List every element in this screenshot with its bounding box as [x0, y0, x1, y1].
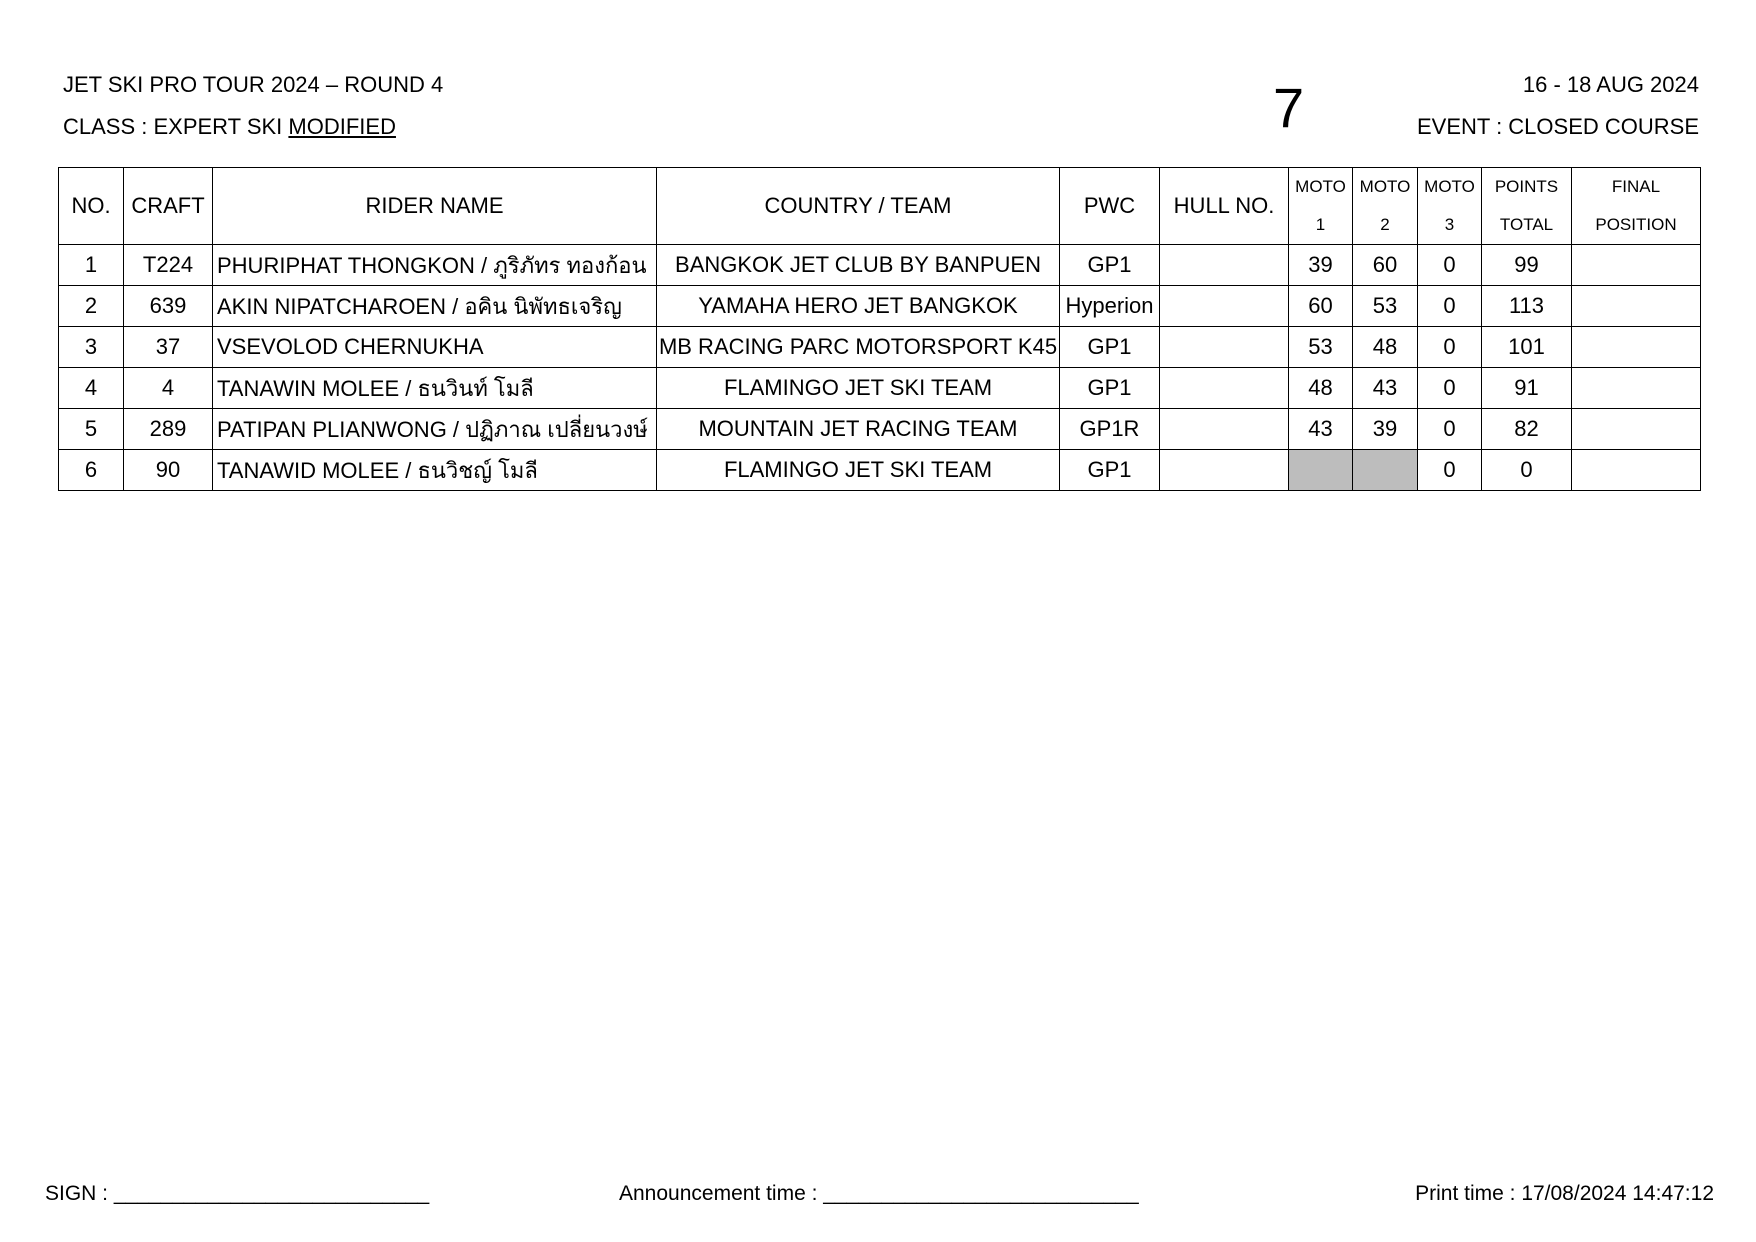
header-row — [59, 168, 1701, 245]
cell-team: MB RACING PARC MOTORSPORT K45 — [657, 327, 1060, 368]
cell-no: 5 — [59, 409, 124, 450]
cell-final — [1572, 450, 1701, 491]
cell-pwc: Hyperion — [1060, 286, 1160, 327]
cell-moto3: 0 — [1418, 368, 1482, 409]
event-title: JET SKI PRO TOUR 2024 – ROUND 4 — [63, 72, 444, 97]
cell-pwc: GP1 — [1060, 327, 1160, 368]
cell-moto3: 0 — [1418, 245, 1482, 286]
header-moto1: MOTO 1 — [1289, 168, 1353, 245]
cell-moto3: 0 — [1418, 409, 1482, 450]
cell-final — [1572, 245, 1701, 286]
cell-hull — [1160, 450, 1289, 491]
cell-moto1: 39 — [1289, 245, 1353, 286]
cell-moto3: 0 — [1418, 327, 1482, 368]
cell-rider: TANAWID MOLEE / ธนวิชญ์ โมลี — [213, 450, 657, 491]
cell-total: 0 — [1482, 450, 1572, 491]
header-moto2: MOTO 2 — [1353, 168, 1418, 245]
cell-moto1: 60 — [1289, 286, 1353, 327]
table-row — [59, 286, 1701, 327]
cell-team: MOUNTAIN JET RACING TEAM — [657, 409, 1060, 450]
cell-no: 2 — [59, 286, 124, 327]
cell-craft: 90 — [124, 450, 213, 491]
event-type: EVENT : CLOSED COURSE — [1417, 114, 1699, 139]
results-table — [58, 167, 1701, 491]
table-row — [59, 450, 1701, 491]
cell-rider: AKIN NIPATCHAROEN / อคิน นิพัทธเจริญ — [213, 286, 657, 327]
cell-hull — [1160, 327, 1289, 368]
cell-total: 101 — [1482, 327, 1572, 368]
header-pwc: PWC — [1060, 168, 1160, 245]
table-row — [59, 409, 1701, 450]
cell-craft: T224 — [124, 245, 213, 286]
class-line — [63, 114, 396, 140]
event-date: 16 - 18 AUG 2024 — [1522, 72, 1699, 97]
cell-team: FLAMINGO JET SKI TEAM — [657, 368, 1060, 409]
table-row — [59, 327, 1701, 368]
cell-moto2: 39 — [1353, 409, 1418, 450]
cell-moto1: 43 — [1289, 409, 1353, 450]
table-row — [59, 245, 1701, 286]
cell-moto1: 48 — [1289, 368, 1353, 409]
cell-team: YAMAHA HERO JET BANGKOK — [657, 286, 1060, 327]
cell-rider: TANAWIN MOLEE / ธนวินท์ โมลี — [213, 368, 657, 409]
cell-craft: 289 — [124, 409, 213, 450]
class-name: MODIFIED — [288, 114, 396, 139]
cell-moto2-shaded — [1353, 450, 1418, 491]
cell-moto3: 0 — [1418, 286, 1482, 327]
print-time: Print time : 17/08/2024 14:47:12 — [1415, 1182, 1714, 1205]
page-number: 7 — [1273, 76, 1305, 139]
cell-total: 113 — [1482, 286, 1572, 327]
header-craft: CRAFT — [124, 168, 213, 245]
cell-team: BANGKOK JET CLUB BY BANPUEN — [657, 245, 1060, 286]
cell-craft: 4 — [124, 368, 213, 409]
cell-rider: PATIPAN PLIANWONG / ปฏิภาณ เปลี่ยนวงษ์ — [213, 409, 657, 450]
cell-total: 82 — [1482, 409, 1572, 450]
cell-rider: PHURIPHAT THONGKON / ภูริภัทร ทองก้อน — [213, 245, 657, 286]
cell-moto2: 53 — [1353, 286, 1418, 327]
cell-hull — [1160, 409, 1289, 450]
cell-hull — [1160, 368, 1289, 409]
cell-rider: VSEVOLOD CHERNUKHA — [213, 327, 657, 368]
cell-total: 99 — [1482, 245, 1572, 286]
cell-craft: 37 — [124, 327, 213, 368]
cell-moto1: 53 — [1289, 327, 1353, 368]
cell-final — [1572, 368, 1701, 409]
header-team: COUNTRY / TEAM — [657, 168, 1060, 245]
header-hull: HULL NO. — [1160, 168, 1289, 245]
class-prefix: CLASS : EXPERT SKI — [63, 114, 289, 139]
cell-hull — [1160, 286, 1289, 327]
cell-final — [1572, 286, 1701, 327]
header-final-position: FINAL POSITION — [1572, 168, 1701, 245]
table-row — [59, 368, 1701, 409]
header-points-total: POINTS TOTAL — [1482, 168, 1572, 245]
cell-moto2: 60 — [1353, 245, 1418, 286]
cell-craft: 639 — [124, 286, 213, 327]
cell-final — [1572, 327, 1701, 368]
cell-team: FLAMINGO JET SKI TEAM — [657, 450, 1060, 491]
cell-moto2: 48 — [1353, 327, 1418, 368]
sign-line: SIGN : ___________________________ — [45, 1182, 430, 1205]
header-moto3: MOTO 3 — [1418, 168, 1482, 245]
cell-no: 1 — [59, 245, 124, 286]
cell-moto1-shaded — [1289, 450, 1353, 491]
cell-moto3: 0 — [1418, 450, 1482, 491]
header-rider: RIDER NAME — [213, 168, 657, 245]
cell-pwc: GP1 — [1060, 450, 1160, 491]
header-no: NO. — [59, 168, 124, 245]
cell-final — [1572, 409, 1701, 450]
cell-total: 91 — [1482, 368, 1572, 409]
announcement-time-line: Announcement time : ___________________________ — [619, 1182, 1139, 1205]
cell-no: 6 — [59, 450, 124, 491]
cell-no: 3 — [59, 327, 124, 368]
cell-no: 4 — [59, 368, 124, 409]
cell-moto2: 43 — [1353, 368, 1418, 409]
cell-pwc: GP1R — [1060, 409, 1160, 450]
cell-pwc: GP1 — [1060, 368, 1160, 409]
cell-hull — [1160, 245, 1289, 286]
cell-pwc: GP1 — [1060, 245, 1160, 286]
